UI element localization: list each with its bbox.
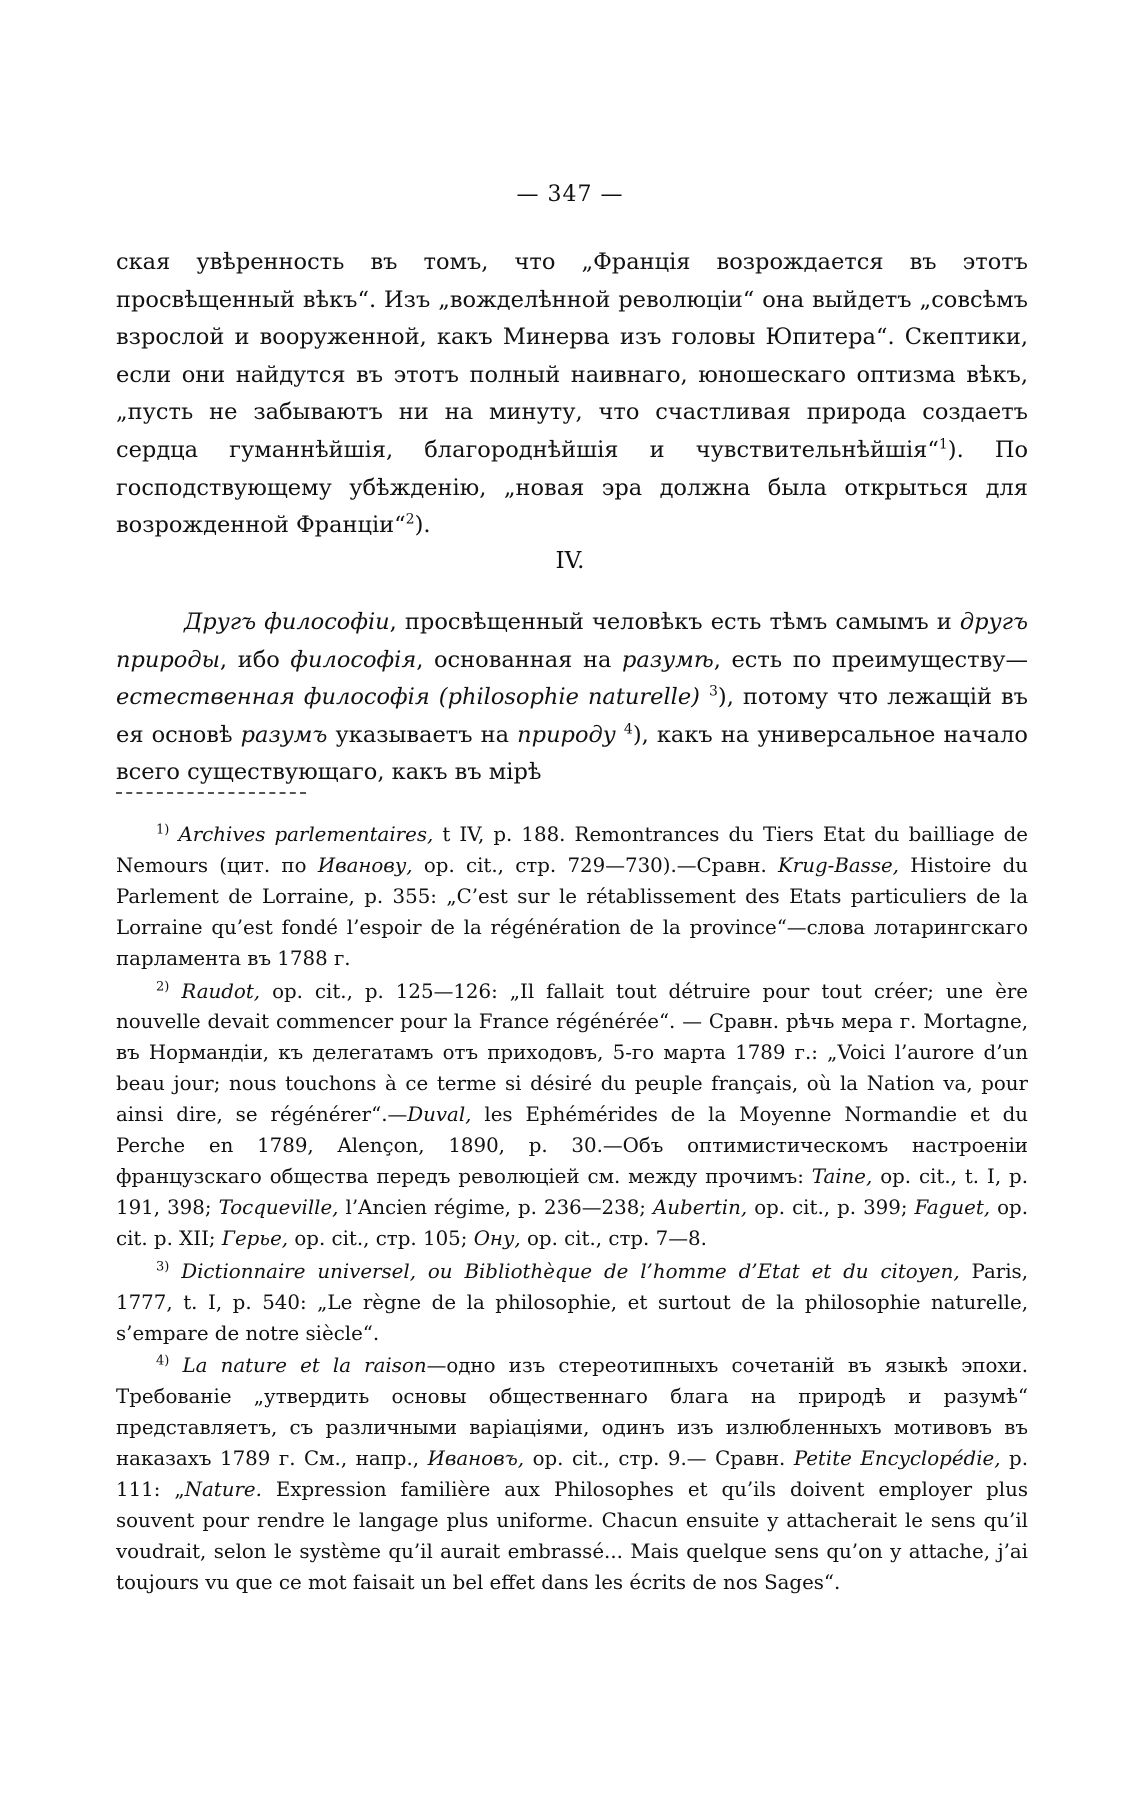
footnote-4 [116, 1351, 1028, 1598]
italic-term: Другъ философiи [184, 609, 390, 635]
paragraph-1-text: ская увѣренность въ томъ, что „Францiя возрождается въ этотъ просвѣщенный вѣкъ“. Изъ „вожделѣнной революцiи“ она выйдетъ „совсѣмъ взрослой и вооруженной, какъ Минерва изъ головы Юпитера“. Скептики, если они найдутся въ этотъ полный наивнаго, юношескаго оптизма вѣкъ, „пусть не забываютъ ни на минуту, что счастливая природа создаетъ сердца гуманнѣйшiя, благороднѣйшiя и чувствительнѣйшiя“ [116, 249, 1028, 463]
footnote-italic-run: La nature et la raison [182, 1354, 427, 1378]
italic-term: разумъ [240, 721, 328, 748]
footnote-italic-run: Faguet, [914, 1195, 991, 1219]
footnote-text-run: Paris, 1777, t. I, p. 540: „Le règne de la philosophie, et surtout de la philosophie naturelle, s’empare de notre siècle“. [116, 1259, 1028, 1345]
paragraph-continuation [116, 244, 1028, 545]
footnote-text-run: Expression familière aux Philosophes et qu’ils doivent employer plus souvent pour rendre le langage plus uniforme. Chacun ensuite y attacherait le sens qu’il voudrait, selon le système qu’il aurait embrassé... Mais quelque sens qu’on y attache, j’ai toujours vu que ce mot faisait un bel effet dans les écrits de nos Sages“. [116, 1478, 1028, 1594]
footnote-2 [116, 977, 1028, 1255]
text-run: , основанная на [416, 646, 623, 673]
footnote-ref-1[interactable]: 1 [938, 436, 948, 453]
footnote-italic-run: Aubertin, [653, 1195, 748, 1219]
footnote-text-run: op. cit., стр. 105; [288, 1226, 474, 1250]
text-run: ), какъ на универсальное начало всего существующаго, какъ въ мiрѣ [116, 721, 1028, 786]
footnote-text-run: —одно изъ стереотипныхъ сочетанiй въ языкѣ эпохи. Требованiе „утвердить основы общественнаго блага на природѣ и разумѣ“ представляетъ, съ различными варiацiями, одинъ изъ излюбленныхъ мотивовъ въ наказахъ 1789 г. См., напр., [116, 1354, 1028, 1471]
footnote-3 [116, 1257, 1028, 1350]
paragraph-1-end: ). [414, 512, 431, 539]
footnote-italic-run: Герье, [221, 1226, 289, 1250]
footnote-italic-run: Archives parlementaires, [178, 823, 434, 846]
footnote-text-run: op. cit., t. I, p. 191, 398; [116, 1164, 1028, 1219]
footnote-text-run: op. cit., стр. 7—8. [520, 1226, 707, 1250]
footnote-text-run: l’Ancien régime, p. 236—238; [338, 1195, 653, 1219]
footnote-text-run: op. cit. p. XII; [116, 1195, 1028, 1250]
footnote-italic-run: Иванову, [317, 853, 413, 877]
footnote-ref-3[interactable]: 3 [709, 683, 718, 700]
footnote-italic-run: Petite Encyclopédie, [793, 1447, 1001, 1471]
text-run: ), потому что лежащiй въ ея основѣ [116, 684, 1028, 748]
footnote-text-run: op. cit., стр. 729—730).—Сравн. [412, 853, 779, 877]
footnote-ref-4[interactable]: 4 [623, 721, 633, 738]
text-run: , ибо [219, 646, 291, 673]
footnote-italic-run: Duval, [407, 1103, 472, 1127]
footnote-text-run: op. cit., p. 125—126: „Il fallait tout détruire pour tout créer; une ère nouvelle devait commencer pour la France régénérée“. — Сравн. рѣчь мера г. Mortagne, въ Нормандiи, къ делегатамъ отъ приходовъ, 5-го марта 1789 г.: „Voici l’aurore d’un beau jour; nous touchons à ce terme si désiré du peuple français, où la Nation va, pour ainsi dire, se régénérer“.— [116, 979, 1028, 1127]
text-run: , есть по преимуществу— [713, 646, 1028, 673]
footnote-mark: 4) [156, 1353, 170, 1369]
footnote-text-run [169, 1354, 182, 1377]
footnote-italic-run: Dictionnaire universel, ou Bibliothèque de l’homme d’Etat et du citoyen, [181, 1259, 960, 1283]
footnote-italic-run: Raudot, [181, 979, 261, 1003]
italic-term: естественная философiя (philosophie naturelle) [116, 684, 700, 711]
text-run [700, 684, 709, 710]
paragraph-1 [116, 244, 1028, 545]
footnote-italic-run: Ону, [473, 1226, 521, 1250]
section-heading: IV. [555, 548, 585, 574]
footnote-text-run: op. cit., p. 399; [747, 1195, 915, 1219]
footnote-1 [116, 820, 1028, 975]
footnote-italic-run: Krug-Basse, [778, 853, 899, 877]
paragraph-2 [116, 604, 1028, 792]
footnote-italic-run: Ивановъ, [427, 1447, 525, 1471]
footnote-text-run: les Ephémérides de la Moyenne Normandie et du Perche en 1789, Alençon, 1890, p. 30.—Объ оптимистическомъ настроенiи французскаго общества передъ революцiей см. между прочимъ: [116, 1103, 1028, 1188]
text-run: , просвѣщенный человѣкъ есть тѣмъ самымъ и [389, 609, 960, 635]
italic-term: разумѣ [622, 646, 714, 673]
footnote-mark: 2) [156, 978, 170, 994]
footnote-text-run [169, 1260, 181, 1283]
paragraph-1-text-b: ). По господствующему убѣжденiю, „новая эра должна была открыться для возрожденной Францiи“ [116, 436, 1028, 539]
footnote-separator [116, 792, 306, 794]
footnote-text-run: op. cit., стр. 9.— Сравн. [524, 1447, 794, 1471]
italic-term: другъ природы [116, 609, 1028, 673]
text-run [616, 722, 624, 748]
page-number: — 347 — [516, 182, 624, 207]
text-run: указываетъ на [327, 721, 518, 748]
footnote-text-run: t IV, p. 188. Remontrances du Tiers Etat du bailliage de Nemours (цит. по [116, 823, 1028, 877]
italic-term: природу [517, 721, 616, 748]
footnote-ref-2[interactable]: 2 [405, 511, 415, 528]
footnote-italic-run: Nature. [184, 1478, 262, 1502]
italic-term: философiя [290, 646, 417, 673]
section-body [116, 604, 1028, 792]
footnote-mark: 3) [156, 1259, 170, 1275]
footnotes [116, 820, 1028, 1601]
footnote-text-run: Histoire du Parlement de Lorraine, p. 355: „C’est sur le rétablissement des Etats particuliers de la Lorraine qu’est fondé l’espoir de la régénération de la province“—слова лотарингскаго парламента въ 1788 г. [116, 853, 1028, 970]
footnote-text-run [169, 980, 181, 1003]
footnote-text-run: p. 111: „ [116, 1447, 1028, 1502]
footnote-italic-run: Taine, [811, 1164, 873, 1188]
footnote-italic-run: Tocqueville, [218, 1195, 339, 1219]
footnote-mark: 1) [156, 822, 170, 838]
